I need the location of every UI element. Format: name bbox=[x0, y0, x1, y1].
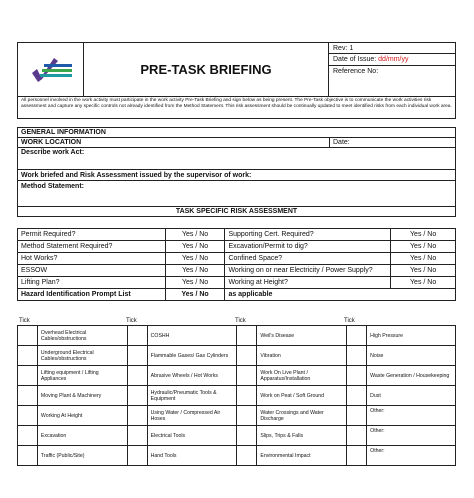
date-of-issue-label: Date of Issue: bbox=[333, 56, 377, 63]
hazard-item: Hand Tools bbox=[147, 446, 237, 466]
tick-box[interactable] bbox=[347, 426, 367, 446]
hazard-row bbox=[18, 289, 456, 301]
hazard-yes-no-choice[interactable]: Yes / No bbox=[165, 289, 225, 301]
risk-question: Permit Required? bbox=[18, 229, 166, 241]
work-location-label: WORK LOCATION bbox=[21, 139, 82, 146]
date-label: Date: bbox=[333, 139, 350, 146]
yes-no-choice[interactable]: Yes / No bbox=[165, 241, 225, 253]
hazard-item: COSHH bbox=[147, 326, 237, 346]
yes-no-choice[interactable]: Yes / No bbox=[165, 229, 225, 241]
risk-assessment-heading bbox=[17, 206, 456, 217]
tick-box[interactable] bbox=[347, 386, 367, 406]
yes-no-choice[interactable]: Yes / No bbox=[165, 265, 225, 277]
intro-text: All personnel involved in the work activity must participate in the work activity Pre-Task Briefing and sign below as being present. The Pre-Task objective is to communicate the work activities risk assessment and capture any specific controls not already identified from the Method Statement. This risk assessment should be continually updated to meet identified risks from each individual work area. bbox=[21, 98, 452, 109]
hazard-item: Work on Peat / Soft Ground bbox=[257, 386, 347, 406]
tick-header-4: Tick bbox=[344, 318, 355, 324]
tick-box[interactable] bbox=[237, 386, 257, 406]
yes-no-choice[interactable]: Yes / No bbox=[391, 265, 456, 277]
tick-box[interactable] bbox=[18, 326, 38, 346]
hazard-tick-row bbox=[18, 426, 456, 446]
hazard-item: Electrical Tools bbox=[147, 426, 237, 446]
tick-box[interactable] bbox=[127, 346, 147, 366]
hazard-item: Waste Generation / Housekeeping bbox=[367, 366, 456, 386]
briefed-by-label: Work briefed and Risk Assessment issued by the supervisor of work: bbox=[21, 172, 252, 179]
yes-no-choice[interactable]: Yes / No bbox=[165, 277, 225, 289]
yes-no-choice[interactable]: Yes / No bbox=[391, 277, 456, 289]
tick-box[interactable] bbox=[347, 326, 367, 346]
hazard-tick-row bbox=[18, 366, 456, 386]
tick-box[interactable] bbox=[18, 406, 38, 426]
tick-box[interactable] bbox=[18, 446, 38, 466]
risk-row bbox=[18, 265, 456, 277]
risk-row bbox=[18, 277, 456, 289]
hazard-item: Overhead Electrical Cables/obstructions bbox=[37, 326, 127, 346]
risk-question: Hot Works? bbox=[18, 253, 166, 265]
hazard-item: Work On Live Plant / Apparatus/Installation bbox=[257, 366, 347, 386]
intro-paragraph bbox=[17, 96, 456, 119]
risk-question: Method Statement Required? bbox=[18, 241, 166, 253]
tick-box[interactable] bbox=[127, 406, 147, 426]
tick-box[interactable] bbox=[237, 346, 257, 366]
tick-box[interactable] bbox=[18, 426, 38, 446]
hazard-note: as applicable bbox=[225, 289, 456, 301]
risk-assessment-heading-text: TASK SPECIFIC RISK ASSESSMENT bbox=[175, 208, 298, 215]
risk-row bbox=[18, 241, 456, 253]
hazard-item: Other: bbox=[367, 406, 456, 426]
tick-box[interactable] bbox=[347, 346, 367, 366]
tick-header-2: Tick bbox=[126, 318, 137, 324]
risk-row bbox=[18, 253, 456, 265]
hazard-tick-row bbox=[18, 406, 456, 426]
tick-box[interactable] bbox=[347, 406, 367, 426]
tick-box[interactable] bbox=[127, 446, 147, 466]
hazard-prompt-label: Hazard Identification Prompt List bbox=[18, 289, 166, 301]
tick-box[interactable] bbox=[237, 446, 257, 466]
hazard-item: Slips, Trips & Falls bbox=[257, 426, 347, 446]
rev-label: Rev: 1 bbox=[333, 45, 354, 52]
tick-box[interactable] bbox=[237, 426, 257, 446]
tick-header-1: Tick bbox=[19, 318, 30, 324]
hazard-item: Water Crossings and Water Discharge bbox=[257, 406, 347, 426]
tick-box[interactable] bbox=[237, 366, 257, 386]
describe-work-field[interactable] bbox=[17, 147, 456, 170]
tick-box[interactable] bbox=[18, 346, 38, 366]
hazard-item: High Pressure bbox=[367, 326, 456, 346]
hazard-item: Weil's Disease bbox=[257, 326, 347, 346]
method-statement-field[interactable] bbox=[17, 180, 456, 207]
method-statement-label: Method Statement: bbox=[21, 183, 84, 190]
tick-header-3: Tick bbox=[235, 318, 246, 324]
risk-row bbox=[18, 229, 456, 241]
checkmark-stripes-logo-icon bbox=[18, 43, 83, 96]
reference-label: Reference No: bbox=[333, 68, 379, 75]
hazard-tick-row bbox=[18, 346, 456, 366]
tick-box[interactable] bbox=[237, 406, 257, 426]
hazard-item: Lifting equipment / Lifting Appliances bbox=[37, 366, 127, 386]
hazard-item: Dust bbox=[367, 386, 456, 406]
risk-question: Working on or near Electricity / Power Supply? bbox=[225, 265, 391, 277]
describe-work-label: Describe work Act: bbox=[21, 149, 85, 156]
hazard-item: Flammable Gases/ Gas Cylinders bbox=[147, 346, 237, 366]
yes-no-choice[interactable]: Yes / No bbox=[391, 241, 456, 253]
hazard-item: Other: bbox=[367, 446, 456, 466]
hazard-item: Abrasive Wheels / Hot Works bbox=[147, 366, 237, 386]
hazard-item: Hydraulic/Pneumatic Tools & Equipment bbox=[147, 386, 237, 406]
hazard-item: Traffic (Public/Site) bbox=[37, 446, 127, 466]
tick-box[interactable] bbox=[347, 446, 367, 466]
risk-question: Excavation/Permit to dig? bbox=[225, 241, 391, 253]
general-info-heading-text: GENERAL INFORMATION bbox=[21, 129, 106, 136]
yes-no-choice[interactable]: Yes / No bbox=[391, 253, 456, 265]
reference-cell bbox=[328, 65, 456, 97]
date-of-issue-value: dd/mm/yy bbox=[378, 56, 409, 63]
risk-question: Supporting Cert. Required? bbox=[225, 229, 391, 241]
page-title: PRE-TASK BRIEFING bbox=[140, 62, 272, 77]
risk-question: Lifting Plan? bbox=[18, 277, 166, 289]
yes-no-choice[interactable]: Yes / No bbox=[165, 253, 225, 265]
header-logo-cell bbox=[17, 42, 84, 97]
tick-box[interactable] bbox=[127, 426, 147, 446]
tick-box[interactable] bbox=[127, 326, 147, 346]
hazard-item: Using Water / Compressed Air Hoses bbox=[147, 406, 237, 426]
hazard-tick-table bbox=[17, 325, 456, 466]
hazard-item: Moving Plant & Machinery bbox=[37, 386, 127, 406]
risk-question: ESSOW bbox=[18, 265, 166, 277]
hazard-tick-row bbox=[18, 326, 456, 346]
tick-box[interactable] bbox=[347, 366, 367, 386]
tick-box[interactable] bbox=[127, 366, 147, 386]
risk-question: Confined Space? bbox=[225, 253, 391, 265]
hazard-item: Excavation bbox=[37, 426, 127, 446]
risk-question: Working at Height? bbox=[225, 277, 391, 289]
tick-box[interactable] bbox=[18, 366, 38, 386]
hazard-item: Underground Electrical Cables/obstructions bbox=[37, 346, 127, 366]
tick-box[interactable] bbox=[237, 326, 257, 346]
hazard-item: Environmental Impact bbox=[257, 446, 347, 466]
hazard-tick-row bbox=[18, 446, 456, 466]
hazard-item: Noise bbox=[367, 346, 456, 366]
hazard-item: Working At Height bbox=[37, 406, 127, 426]
header-title-cell bbox=[83, 42, 329, 97]
yes-no-choice[interactable]: Yes / No bbox=[391, 229, 456, 241]
tick-box[interactable] bbox=[127, 386, 147, 406]
hazard-item: Vibration bbox=[257, 346, 347, 366]
tick-box[interactable] bbox=[18, 386, 38, 406]
hazard-item: Other: bbox=[367, 426, 456, 446]
risk-table bbox=[17, 228, 456, 301]
hazard-tick-row bbox=[18, 386, 456, 406]
